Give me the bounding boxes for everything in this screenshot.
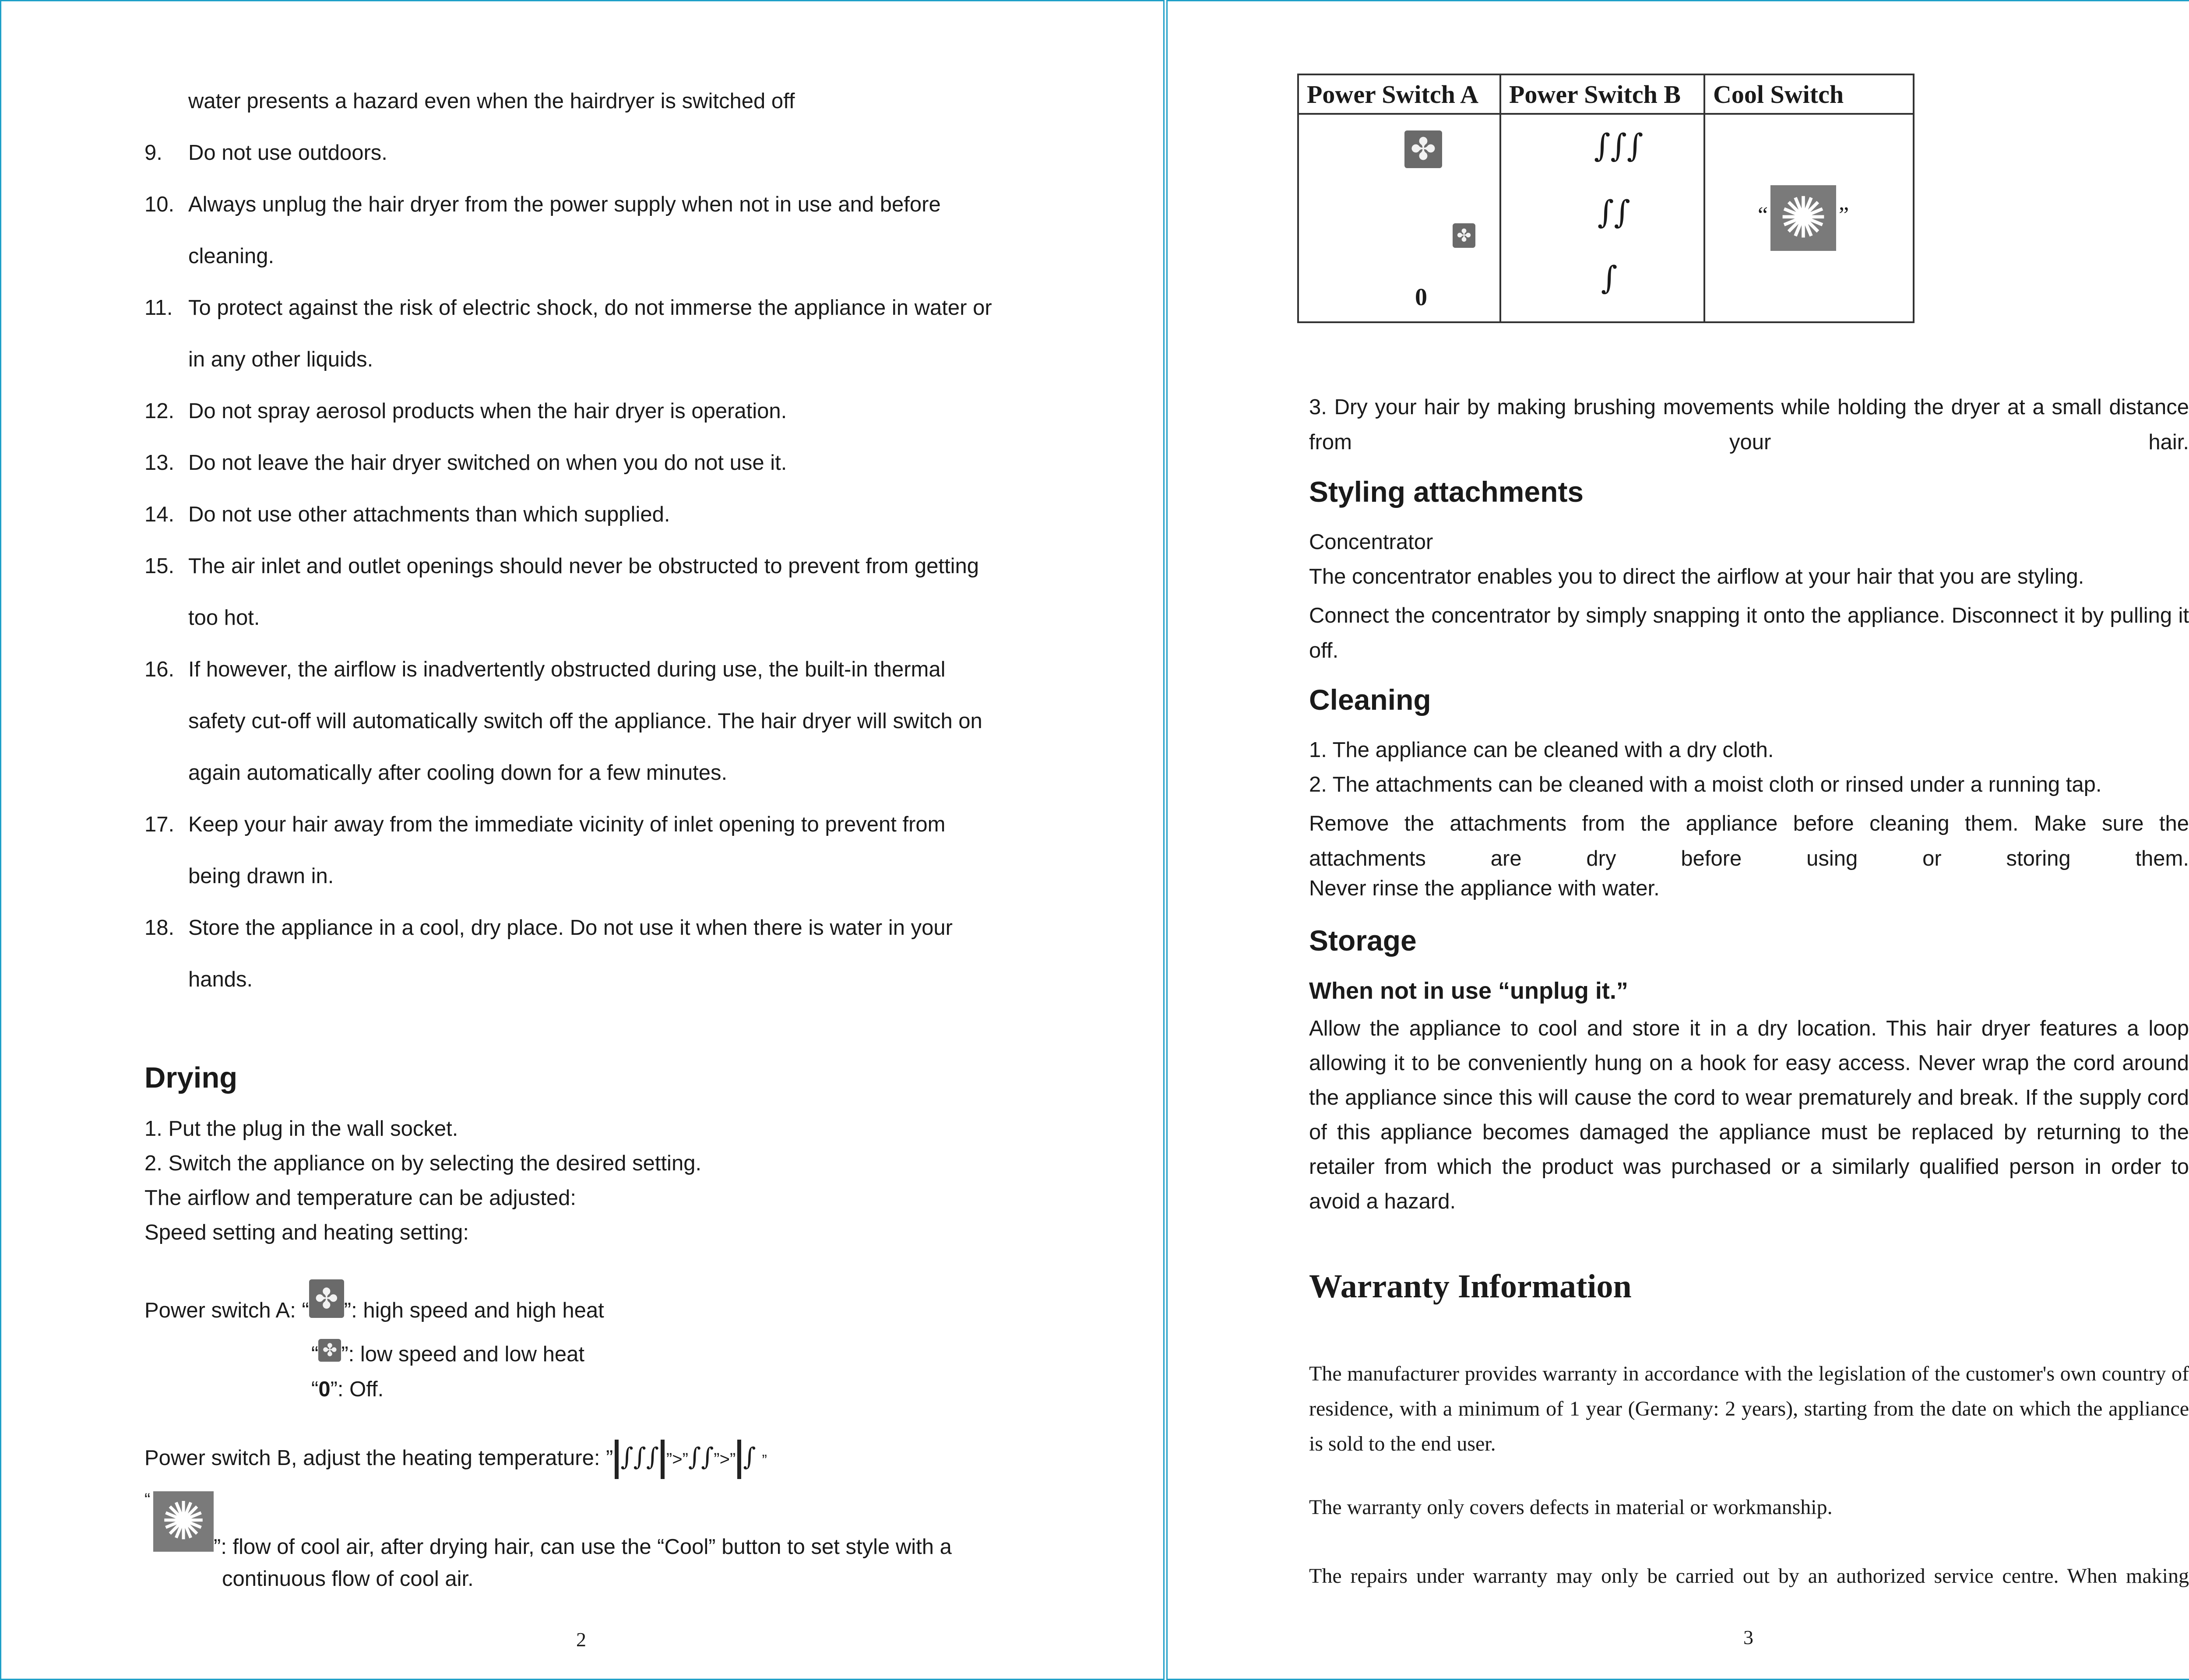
list-item-15-line1: The air inlet and outlet openings should never be obstructed to prevent from getting <box>188 554 979 578</box>
storage-heading: Storage <box>1309 924 1417 957</box>
list-item-18-line2: hands. <box>188 968 253 991</box>
fan-low-icon <box>1453 223 1475 248</box>
heat-glyph-high: ∫∫∫ <box>1594 127 1644 164</box>
cool-line-2: continuous flow of cool air. <box>222 1567 474 1591</box>
list-num-18: 18. <box>144 916 175 940</box>
styling-line-1: The concentrator enables you to direct the airflow at your hair that you are styling. <box>1309 565 2084 588</box>
list-item-16-line3: again automatically after cooling down for a few minutes. <box>188 761 728 785</box>
page-number: 3 <box>1743 1626 1753 1648</box>
drying-line-1: 1. Put the plug in the wall socket. <box>144 1117 458 1141</box>
switch-a-off-zero: 0 <box>318 1377 331 1401</box>
switch-b-label: Power switch B, adjust the heating temperature: ” <box>144 1446 613 1470</box>
cool-line-1: ”: flow of cool air, after drying hair, can use the “Cool” button to set style with a <box>214 1535 952 1559</box>
switch-a-low-line <box>311 1341 584 1368</box>
switch-b-sep-2: ”>” <box>714 1449 736 1469</box>
fan-high-icon <box>1404 130 1442 168</box>
fan-low-icon <box>318 1339 341 1362</box>
switch-a-high-line <box>144 1297 604 1324</box>
cool-snowflake-icon <box>1770 185 1836 251</box>
list-continuation: water presents a hazard even when the hairdryer is switched off <box>188 89 795 113</box>
list-num-12: 12. <box>144 399 175 423</box>
heat-glyph-low: ∫ <box>1601 259 1618 296</box>
list-num-17: 17. <box>144 813 175 836</box>
list-num-11: 11. <box>144 296 173 320</box>
list-item-16-line2: safety cut-off will automatically switch off the appliance. The hair dryer will switch on <box>188 709 982 733</box>
fan-high-icon <box>309 1279 344 1318</box>
switch-a-low-text: ”: low speed and low heat <box>341 1342 585 1366</box>
heat-glyph-mid: ∫∫ <box>688 1442 714 1471</box>
list-item-18-line1: Store the appliance in a cool, dry place. Do not use it when there is water in your <box>188 916 953 940</box>
switch-a-low-open: “ <box>311 1342 319 1366</box>
list-item-11-line1: To protect against the risk of electric shock, do not immerse the appliance in water or <box>188 296 992 320</box>
styling-line-2: Connect the concentrator by simply snapping it onto the appliance. Disconnect it by pulling it off. <box>1309 604 2189 662</box>
list-item-16-line1: If however, the airflow is inadvertently obstructed during use, the built-in thermal <box>188 658 946 681</box>
cool-open-quote: “ <box>144 1490 151 1509</box>
warranty-heading: Warranty Information <box>1309 1268 1632 1305</box>
list-num-10: 10. <box>144 193 175 216</box>
warranty-paragraph-1: The manufacturer provides warranty in accordance with the legislation of the customer's own country of residence, with a minimum of 1 year (Germany: 2 years), starting from the date on which the appliance is sold to the end user. <box>1309 1362 2189 1455</box>
storage-sub: When not in use “unplug it.” <box>1309 978 1628 1004</box>
table-cool-close: ” <box>1839 203 1849 228</box>
heat-bar <box>737 1440 741 1479</box>
styling-heading: Styling attachments <box>1309 475 1584 508</box>
table-cell-switch-a <box>1298 114 1500 322</box>
warranty-paragraph-2: The warranty only covers defects in material or workmanship. <box>1309 1496 1833 1519</box>
list-item-15-line2: too hot. <box>188 606 260 630</box>
cleaning-line-4: Never rinse the appliance with water. <box>1309 877 1660 900</box>
table-cool-open: “ <box>1758 203 1768 228</box>
heat-bar <box>661 1440 665 1479</box>
cleaning-line-2: 2. The attachments can be cleaned with a moist cloth or rinsed under a running tap. <box>1309 773 2102 796</box>
list-item-11-line2: in any other liquids. <box>188 348 373 371</box>
switch-a-off-line <box>311 1376 384 1403</box>
list-num-16: 16. <box>144 658 175 681</box>
list-num-14: 14. <box>144 503 175 526</box>
warranty-paragraph-3: The repairs under warranty may only be carried out by an authorized service centre. When making <box>1309 1564 2189 1588</box>
table-cell-cool <box>1704 114 1914 322</box>
list-num-9: 9. <box>144 141 162 165</box>
switch-b-end: ” <box>762 1451 767 1469</box>
drying-line-3: The airflow and temperature can be adjusted: <box>144 1186 577 1210</box>
list-item-12: Do not spray aerosol products when the hair dryer is operation. <box>188 399 787 423</box>
cool-snowflake-icon <box>153 1491 214 1552</box>
table-header-switch-b: Power Switch B <box>1500 74 1704 114</box>
list-item-17-line2: being drawn in. <box>188 864 334 888</box>
list-item-10-line1: Always unplug the hair dryer from the power supply when not in use and before <box>188 193 941 216</box>
list-item-14: Do not use other attachments than which supplied. <box>188 503 670 526</box>
drying-line-4: Speed setting and heating setting: <box>144 1221 469 1244</box>
table-header-cool: Cool Switch <box>1704 74 1914 114</box>
list-item-17-line1: Keep your hair away from the immediate vicinity of inlet opening to prevent from <box>188 813 946 836</box>
heat-glyph-low: ∫ <box>743 1442 756 1471</box>
list-num-15: 15. <box>144 554 175 578</box>
table-switch-a-off: 0 <box>1415 284 1427 311</box>
heat-glyph-mid: ∫∫ <box>1598 194 1631 230</box>
list-item-9: Do not use outdoors. <box>188 141 387 165</box>
step-3-text: 3. Dry your hair by making brushing movements while holding the dryer at a small distance from your hair. <box>1309 395 2189 454</box>
cleaning-line-1: 1. The appliance can be cleaned with a dry cloth. <box>1309 738 1774 762</box>
switch-a-off-text: ”: Off. <box>330 1377 384 1401</box>
switch-a-high-text: ”: high speed and high heat <box>344 1299 604 1322</box>
drying-line-2: 2. Switch the appliance on by selecting the desired setting. <box>144 1152 702 1175</box>
list-num-13: 13. <box>144 451 175 475</box>
switch-b-line <box>144 1440 767 1479</box>
table-cell-switch-b <box>1500 114 1704 322</box>
heat-glyph-high: ∫∫∫ <box>620 1442 659 1471</box>
cleaning-line-3: Remove the attachments from the appliance before cleaning them. Make sure the attachments are dry before using or storing them. <box>1309 812 2189 870</box>
page-number: 2 <box>576 1628 586 1651</box>
switch-a-off-open: “ <box>311 1377 319 1401</box>
styling-sub: Concentrator <box>1309 530 1433 554</box>
list-item-13: Do not leave the hair dryer switched on when you do not use it. <box>188 451 787 475</box>
storage-paragraph: Allow the appliance to cool and store it in a dry location. This hair dryer features a loop allowing it to be conveniently hung on a hook for easy access. Never wrap the cord around the appliance since this will cause the cord to wear prematurely and break. If the supply cord of this appliance becomes damaged the appliance must be replaced by returning to the retailer from which the product was purchased or a similarly qualified person in order to avoid a hazard. <box>1309 1017 2189 1213</box>
heat-bar <box>615 1440 619 1479</box>
switch-a-prefix: Power switch A: “ <box>144 1299 309 1322</box>
drying-heading: Drying <box>144 1061 238 1094</box>
list-item-10-line2: cleaning. <box>188 244 275 268</box>
switch-table <box>1297 74 1914 323</box>
table-header-switch-a: Power Switch A <box>1298 74 1500 114</box>
cleaning-heading: Cleaning <box>1309 683 1431 716</box>
switch-b-sep-1: ”>” <box>666 1449 688 1469</box>
